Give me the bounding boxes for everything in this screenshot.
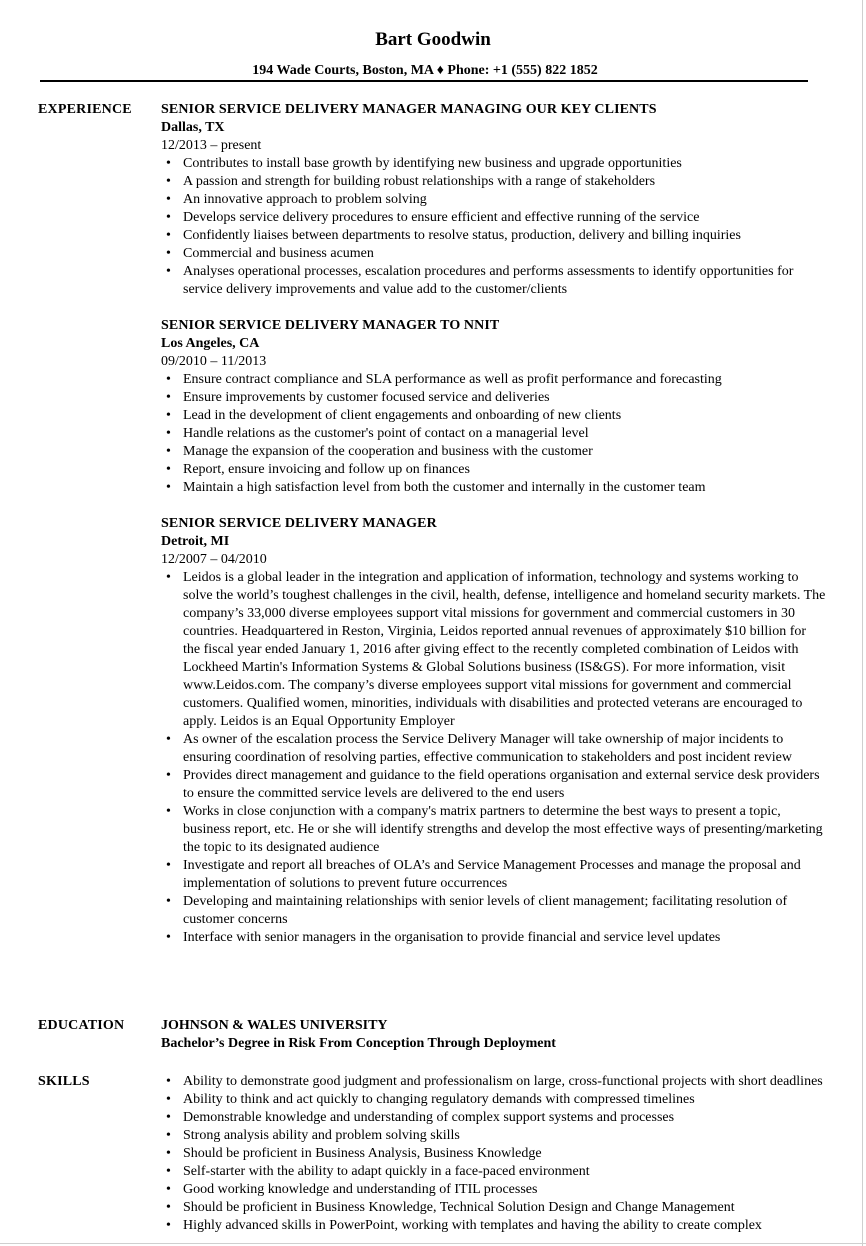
job-bullet: • Provides direct management and guidance to the field operations organisation and external service desk providers to ensure the committed service levels are delivered to the end users (183, 767, 826, 803)
job-dates: 12/2013 – present (161, 138, 262, 153)
job-bullet: • Manage the expansion of the cooperation and business with the customer (183, 443, 826, 461)
header-divider (40, 80, 808, 82)
candidate-name: Bart Goodwin (375, 29, 491, 50)
job-bullet: • Ensure contract compliance and SLA performance as well as profit performance and forecasting (183, 371, 826, 389)
job-bullets (161, 569, 826, 947)
skills-label: SKILLS (38, 1074, 90, 1089)
experience-label: EXPERIENCE (38, 102, 132, 117)
job-bullet: • Maintain a high satisfaction level from both the customer and internally in the customer team (183, 479, 826, 497)
skills-list (161, 1073, 826, 1235)
job-dates: 12/2007 – 04/2010 (161, 552, 267, 567)
skill-item: • Strong analysis ability and problem solving skills (183, 1127, 826, 1145)
job-title: SENIOR SERVICE DELIVERY MANAGER TO NNIT (161, 318, 500, 333)
skill-item: • Self-starter with the ability to adapt quickly in a face-paced environment (183, 1163, 826, 1181)
degree-name: Bachelor’s Degree in Risk From Conception Through Deployment (161, 1036, 556, 1051)
page-edge-right (862, 0, 863, 1246)
job-bullet: • As owner of the escalation process the Service Delivery Manager will take ownership of major incidents to ensuring coordination of resolving parties, effective communication to stakeholders and post incident review (183, 731, 826, 767)
job-title: SENIOR SERVICE DELIVERY MANAGER MANAGING OUR KEY CLIENTS (161, 102, 657, 117)
skill-item: • Should be proficient in Business Knowledge, Technical Solution Design and Change Management (183, 1199, 826, 1217)
job-bullet: • An innovative approach to problem solving (183, 191, 826, 209)
skill-item: • Demonstrable knowledge and understanding of complex support systems and processes (183, 1109, 826, 1127)
job-bullet: • Commercial and business acumen (183, 245, 826, 263)
job-location: Dallas, TX (161, 120, 225, 135)
skill-item: • Ability to think and act quickly to changing regulatory demands with compressed timelines (183, 1091, 826, 1109)
job-entry (161, 317, 826, 497)
experience-jobs (161, 101, 826, 965)
job-bullet: • Handle relations as the customer's point of contact on a managerial level (183, 425, 826, 443)
education-label: EDUCATION (38, 1018, 125, 1033)
job-bullet: • Works in close conjunction with a company's matrix partners to determine the best ways to present a topic, business report, etc. He or she will identify strengths and develop the most effective ways of presenting/marketing the topic to its designated audience (183, 803, 826, 857)
page-edge-bottom (0, 1243, 866, 1244)
skills-body (161, 1073, 826, 1235)
job-bullet: • Interface with senior managers in the organisation to provide financial and service level updates (183, 929, 826, 947)
job-bullets (161, 155, 826, 299)
job-bullet: • Investigate and report all breaches of OLA’s and Service Management Processes and manage the proposal and implementation of solutions to prevent future occurrences (183, 857, 826, 893)
job-bullet: • Leidos is a global leader in the integration and application of information, technology and systems working to solve the world’s toughest challenges in the civil, health, defense, intelligence and homeland security markets. The company’s 33,000 diverse employees support vital missions for government and commercial customers in 30 countries. Headquartered in Reston, Virginia, Leidos reported annual revenues of approximately $10 billion for the fiscal year ended January 1, 2016 after giving effect to the recently completed combination of Leidos with Lockheed Martin's Information Systems & Global Solutions business (IS&GS). For more information, visit www.Leidos.com. The company’s diverse employees support vital missions for government and commercial customers. Qualified women, minorities, individuals with disabilities and protected veterans are encouraged to apply. Leidos is an Equal Opportunity Employer (183, 569, 826, 731)
skill-item: • Ability to demonstrate good judgment and professionalism on large, cross-functional projects with short deadlines (183, 1073, 826, 1091)
school-name: JOHNSON & WALES UNIVERSITY (161, 1018, 388, 1033)
job-location: Los Angeles, CA (161, 336, 260, 351)
job-bullet: • Lead in the development of client engagements and onboarding of new clients (183, 407, 826, 425)
job-bullet: • Analyses operational processes, escalation procedures and performs assessments to identify opportunities for service delivery improvements and value add to the customer/clients (183, 263, 826, 299)
skill-item: • Highly advanced skills in PowerPoint, working with templates and having the ability to create complex (183, 1217, 826, 1235)
job-title: SENIOR SERVICE DELIVERY MANAGER (161, 516, 437, 531)
job-bullet: • Report, ensure invoicing and follow up on finances (183, 461, 826, 479)
job-bullet: • Contributes to install base growth by identifying new business and upgrade opportunities (183, 155, 826, 173)
job-bullet: • Ensure improvements by customer focused service and deliveries (183, 389, 826, 407)
education-body (161, 1017, 826, 1053)
job-bullet: • A passion and strength for building robust relationships with a range of stakeholders (183, 173, 826, 191)
contact-line: 194 Wade Courts, Boston, MA ♦ Phone: +1 (555) 822 1852 (252, 63, 598, 78)
job-bullet: • Confidently liaises between departments to resolve status, production, delivery and billing inquiries (183, 227, 826, 245)
job-bullets (161, 371, 826, 497)
job-bullet: • Develops service delivery procedures to ensure efficient and effective running of the service (183, 209, 826, 227)
job-entry (161, 515, 826, 947)
job-bullet: • Developing and maintaining relationships with senior levels of client management; facilitating resolution of customer concerns (183, 893, 826, 929)
job-location: Detroit, MI (161, 534, 230, 549)
skill-item: • Good working knowledge and understanding of ITIL processes (183, 1181, 826, 1199)
skill-item: • Should be proficient in Business Analysis, Business Knowledge (183, 1145, 826, 1163)
job-dates: 09/2010 – 11/2013 (161, 354, 267, 369)
job-entry (161, 101, 826, 299)
